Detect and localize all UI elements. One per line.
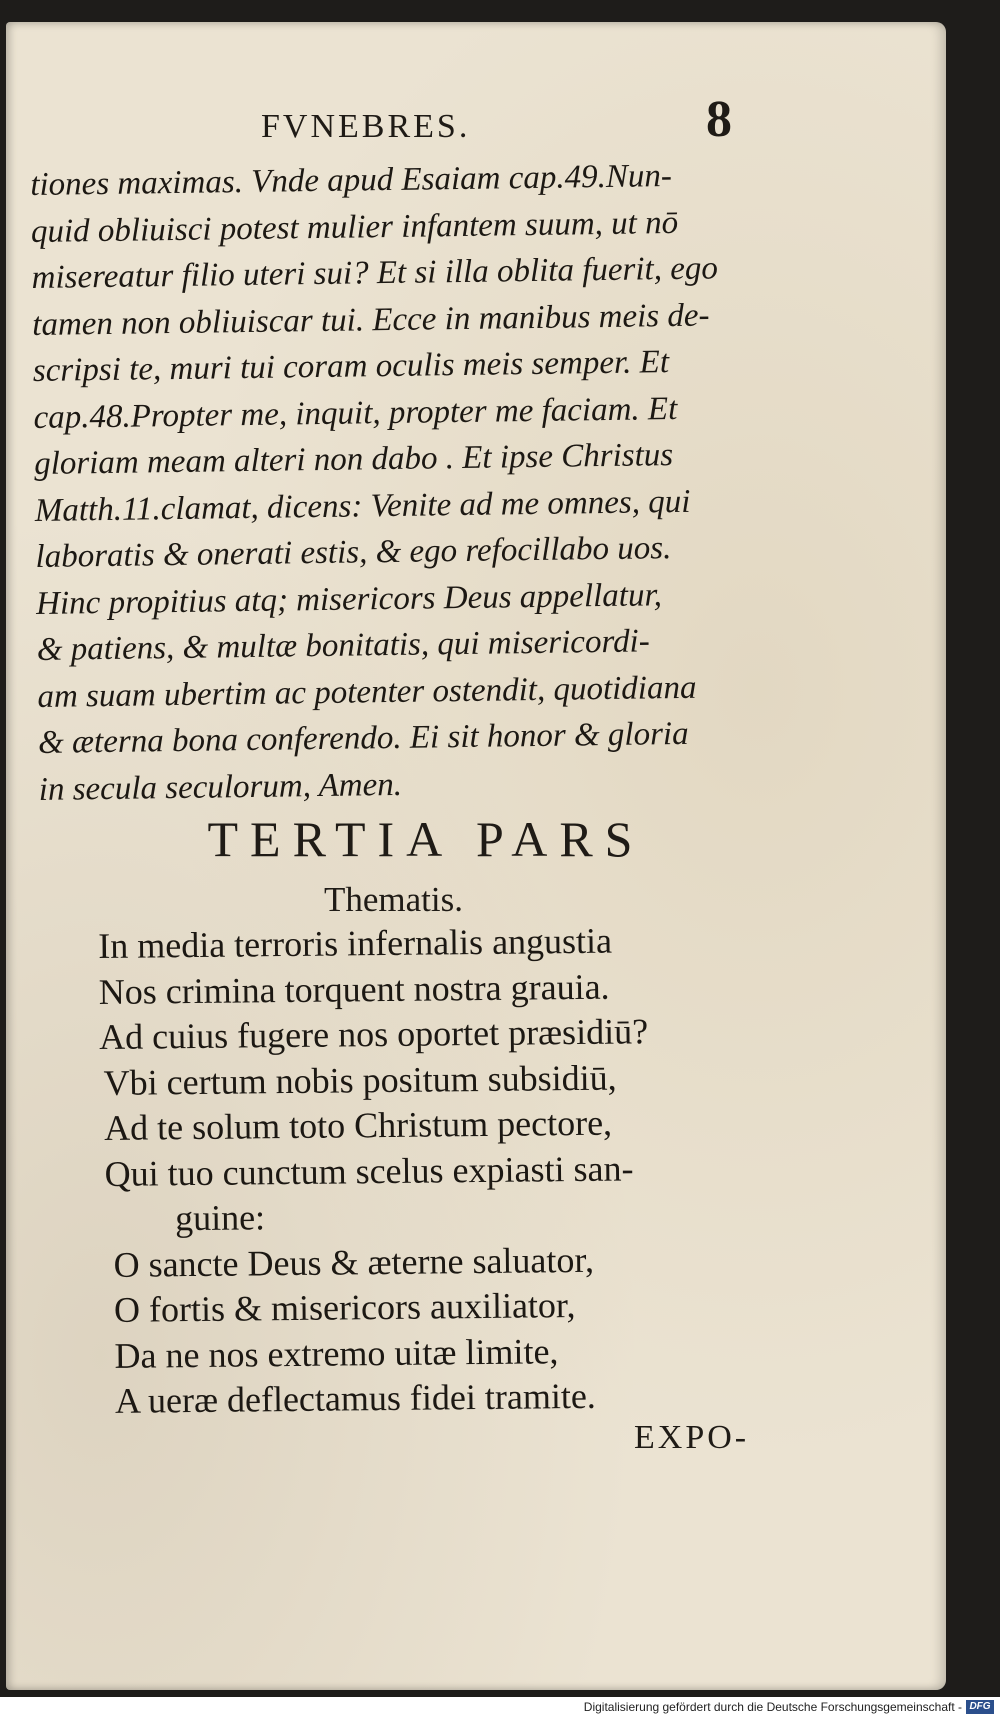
text-line: laboratis & onerati estis, & ego refocillabo uos. <box>35 530 672 575</box>
text-line: cap.48.Propter me, inquit, propter me faciam. Et <box>33 390 678 436</box>
text-line: scripsi te, muri tui coram oculis meis semper. Et <box>32 344 670 389</box>
catchword: EXPO- <box>634 1419 750 1456</box>
verse-block <box>98 917 803 1425</box>
dfg-logo-icon: DFG <box>966 1700 994 1714</box>
verse-line: A ueræ deflectamus fidei tramite. <box>114 1375 597 1421</box>
book-page <box>6 22 946 1690</box>
text-line: Matth.11.clamat, dicens: Venite ad me omnes, qui <box>34 483 691 529</box>
text-line: in secula seculorum, Amen. <box>38 766 403 808</box>
funding-credit: Digitalisierung gefördert durch die Deutsche Forschungsgemeinschaft - <box>583 1700 962 1714</box>
text-line: quid obliuisci potest mulier infantem suum, ut nō <box>30 204 679 250</box>
verse-line: O sancte Deus & æterne saluator, <box>113 1239 595 1285</box>
text-line: misereatur filio uteri sui? Et si illa oblita fuerit, ego <box>31 250 719 296</box>
verse-line: Qui tuo cunctum scelus expiasti san- <box>104 1147 634 1194</box>
verse-line: Da ne nos extremo uitæ limite, <box>114 1330 559 1376</box>
italic-prose-block <box>30 152 759 813</box>
text-line: & patiens, & multæ bonitatis, qui misericordi- <box>36 623 650 668</box>
text-line: Hinc propitius atq; misericors Deus appellatur, <box>35 576 663 622</box>
verse-line: Vbi certum nobis positum subsidiū, <box>103 1057 617 1103</box>
section-heading: TERTIA PARS <box>207 811 645 867</box>
text-line: gloriam meam alteri non dabo . Et ipse Christus <box>33 437 674 482</box>
running-title: FVNEBRES. <box>261 108 471 145</box>
verse-line: Ad te solum toto Christum pectore, <box>103 1102 613 1148</box>
text-line: tiones maximas. Vnde apud Esaiam cap.49.Nun- <box>30 158 673 203</box>
digitization-footer <box>0 1697 1000 1717</box>
text-line: am suam ubertim ac potenter ostendit, quotidiana <box>37 669 697 715</box>
folio-number: 8 <box>706 91 732 148</box>
verse-line: O fortis & misericors auxiliator, <box>113 1285 576 1330</box>
verse-line: Nos crimina torquent nostra grauia. <box>98 966 610 1012</box>
verse-line: In media terroris infernalis angustia <box>98 920 613 966</box>
text-line: tamen non obliuiscar tui. Ecce in manibus meis de- <box>32 297 710 343</box>
section-subheading: Thematis. <box>324 880 463 919</box>
page-header <box>6 90 946 160</box>
verse-line: Ad cuius fugere nos oportet præsidiū? <box>98 1011 649 1057</box>
text-line: & æterna bona conferendo. Ei sit honor & gloria <box>37 715 689 761</box>
verse-line-continuation: guine: <box>174 1197 266 1239</box>
